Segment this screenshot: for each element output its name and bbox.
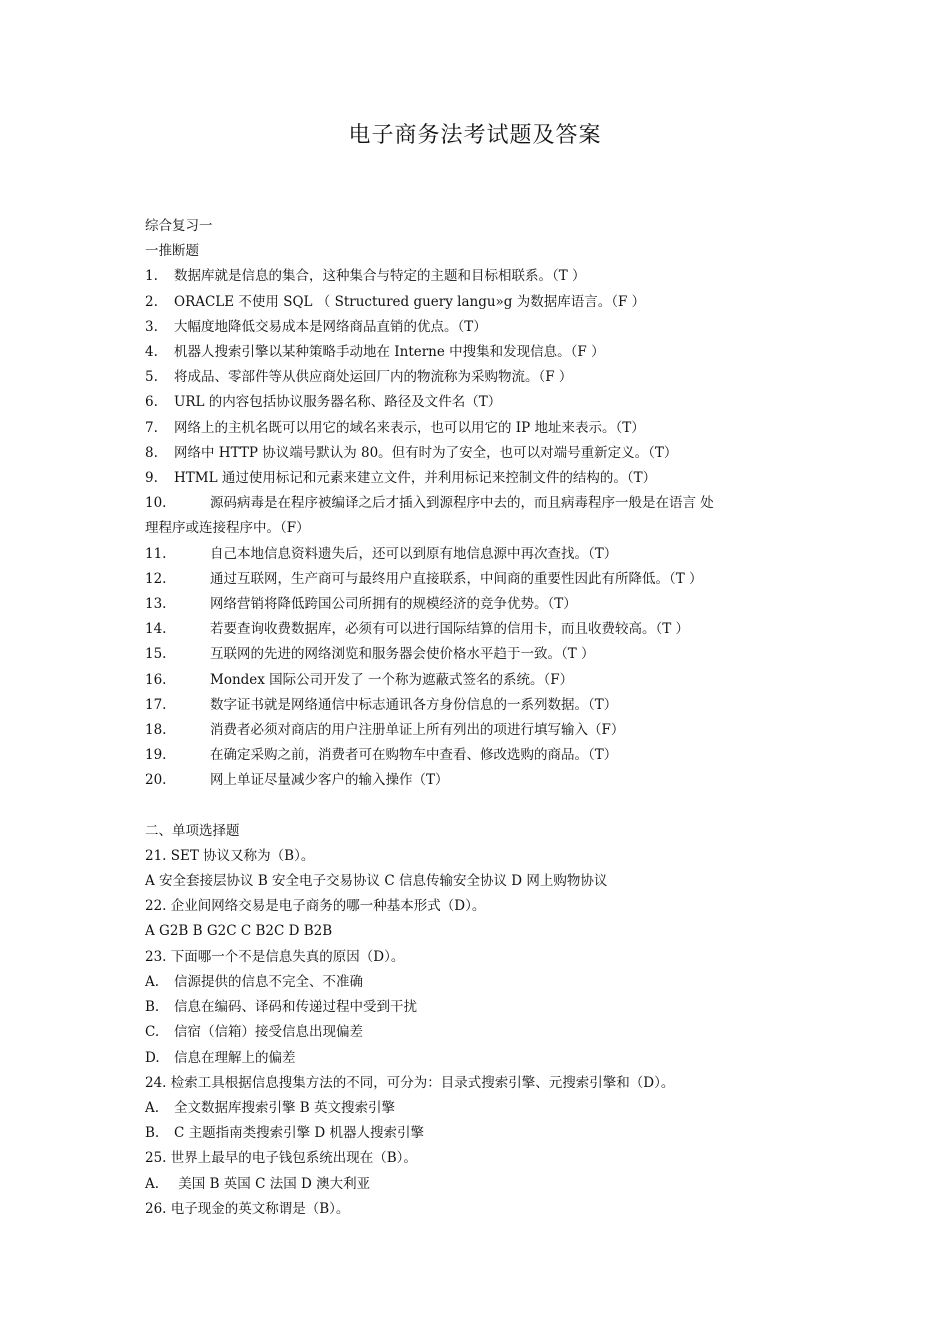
- item-text: 数字证书就是网络通信中标志通讯各方身份信息的一系列数据。（T）: [210, 696, 618, 713]
- list-item: [145, 365, 815, 390]
- list-item: [145, 919, 815, 944]
- section1-heading: 综合复习一: [145, 218, 213, 234]
- list-item: [145, 1020, 815, 1045]
- item-text: 自己本地信息资料遗失后，还可以到原有地信息源中再次查找。（T）: [210, 545, 618, 562]
- item-number: 20.: [145, 772, 167, 789]
- item-number: 11.: [145, 545, 167, 562]
- list-item: [145, 315, 815, 340]
- true-false-list: [145, 264, 815, 793]
- list-item: [145, 1121, 815, 1146]
- list-item: [145, 542, 815, 567]
- item-number: 18.: [145, 722, 167, 739]
- item-text: 网络营销将降低跨国公司所拥有的规模经济的竞争优势。（T）: [210, 596, 577, 613]
- item-text: 23. 下面哪一个不是信息失真的原因（D）。: [145, 948, 405, 965]
- item-number: 3.: [145, 318, 158, 335]
- item-text: 信息在编码、译码和传递过程中受到干扰: [174, 999, 417, 1016]
- item-number: 13.: [145, 596, 167, 613]
- item-text: ORACLE 不使用 SQL （ Structured guery langu»g 为数据库语言。（F ）: [174, 293, 646, 310]
- item-text: 网络中 HTTP 协议端号默认为 80。但有时为了安全，也可以对端号重新定义。（T）: [174, 444, 678, 461]
- list-item: [145, 416, 815, 441]
- list-item: [145, 1146, 815, 1171]
- item-text: 机器人搜索引擎以某种策略手动地在 Interne 中搜集和发现信息。（F ）: [174, 344, 605, 361]
- list-item: [145, 567, 815, 592]
- item-number: 19.: [145, 747, 167, 764]
- item-text: HTML 通过使用标记和元素来建立文件，并利用标记来控制文件的结构的。（T）: [174, 470, 657, 487]
- item-text: 26. 电子现金的英文称谓是（B）。: [145, 1200, 350, 1217]
- list-item: [145, 869, 815, 894]
- item-number: 10.: [145, 495, 167, 512]
- section2-heading: 二、单项选择题: [145, 822, 240, 839]
- item-number: 5.: [145, 369, 158, 386]
- item-text: URL 的内容包括协议服务器名称、路径及文件名（T）: [174, 394, 502, 411]
- list-item: [145, 1172, 815, 1197]
- item-text: 消费者必须对商店的用户注册单证上所有列出的项进行填写输入（F）: [210, 722, 625, 739]
- item-text: A G2B B G2C C B2C D B2B: [145, 923, 333, 940]
- item-text: 美国 B 英国 C 法国 D 澳大利亚: [174, 1175, 371, 1192]
- list-item: [145, 894, 815, 919]
- section-spacer: [145, 794, 815, 819]
- list-item: [145, 668, 815, 693]
- item-number: 7.: [145, 419, 158, 436]
- item-number: 1.: [145, 268, 158, 285]
- option-letter: D.: [145, 1049, 160, 1066]
- list-item: [145, 1046, 815, 1071]
- item-text: 信息在理解上的偏差: [174, 1049, 296, 1066]
- document-body: [145, 214, 815, 1222]
- list-item: [145, 1197, 815, 1222]
- item-text: 信宿（信箱）接受信息出现偏差: [174, 1024, 363, 1041]
- option-letter: A.: [145, 1175, 160, 1192]
- list-item: [145, 743, 815, 768]
- item-text: 网上单证尽量减少客户的输入操作（T）: [210, 772, 449, 789]
- list-item: [145, 466, 815, 491]
- item-text: 将成品、零部件等从供应商处运回厂内的物流称为采购物流。（F ）: [174, 369, 573, 386]
- list-item: [145, 592, 815, 617]
- item-text: 数据库就是信息的集合，这种集合与特定的主题和目标相联系。（T ）: [174, 268, 586, 285]
- list-item: [145, 1071, 815, 1096]
- item-text: 通过互联网，生产商可与最终用户直接联系，中间商的重要性因此有所降低。（T ）: [210, 570, 703, 587]
- item-text: 21. SET 协议又称为（B）。: [145, 847, 315, 864]
- list-item: [145, 970, 815, 995]
- item-text: 22. 企业间网络交易是电子商务的哪一种基本形式（D）。: [145, 898, 486, 915]
- item-text: 在确定采购之前，消费者可在购物车中查看、修改选购的商品。（T）: [210, 747, 618, 764]
- item-text: C 主题指南类搜索引擎 D 机器人搜索引擎: [174, 1125, 425, 1142]
- item-text: 若要查询收费数据库，必须有可以进行国际结算的信用卡，而且收费较高。（T ）: [210, 621, 690, 638]
- item-text: 信源提供的信息不完全、不准确: [174, 973, 363, 990]
- list-item: [145, 264, 815, 289]
- option-letter: A.: [145, 973, 160, 990]
- item-text: 源码病毒是在程序被编译之后才插入到源程序中去的，而且病毒程序一般是在语言 处: [210, 495, 714, 512]
- item-number: 15.: [145, 646, 167, 663]
- item-text: 25. 世界上最早的电子钱包系统出现在（B）。: [145, 1150, 417, 1167]
- item-text: Mondex 国际公司开发了 一个称为遮蔽式签名的系统。（F）: [210, 671, 574, 688]
- list-item: [145, 844, 815, 869]
- list-item: [145, 617, 815, 642]
- list-item: [145, 290, 815, 315]
- item-text: 互联网的先进的网络浏览和服务器会使价格水平趋于一致。（T ）: [210, 646, 595, 663]
- option-letter: B.: [145, 1125, 160, 1142]
- item-text: 大幅度地降低交易成本是网络商品直销的优点。（T）: [174, 318, 487, 335]
- list-item: [145, 390, 815, 415]
- list-item: [145, 945, 815, 970]
- item-number: 9.: [145, 470, 158, 487]
- list-item: [145, 491, 815, 516]
- list-item: [145, 340, 815, 365]
- list-item: [145, 768, 815, 793]
- item-number: 16.: [145, 671, 167, 688]
- option-letter: C.: [145, 1024, 160, 1041]
- item-number: 17.: [145, 696, 167, 713]
- item-text: A 安全套接层协议 B 安全电子交易协议 C 信息传输安全协议 D 网上购物协议: [145, 873, 608, 890]
- option-letter: B.: [145, 999, 160, 1016]
- document-title: 电子商务法考试题及答案: [348, 123, 602, 148]
- list-item: [145, 718, 815, 743]
- list-item: [145, 642, 815, 667]
- item-text: 24. 检索工具根据信息搜集方法的不同，可分为：目录式搜索引擎、元搜索引擎和（D）。: [145, 1074, 675, 1091]
- list-item: [145, 441, 815, 466]
- item-text: 网络上的主机名既可以用它的域名来表示，也可以用它的 IP 地址来表示。（T）: [174, 419, 645, 436]
- option-letter: A.: [145, 1099, 160, 1116]
- item-text: 全文数据库搜索引擎 B 英文搜索引擎: [174, 1099, 396, 1116]
- item-number: 4.: [145, 344, 158, 361]
- item-number: 12.: [145, 570, 167, 587]
- list-item: [145, 995, 815, 1020]
- item-number: 6.: [145, 394, 158, 411]
- multiple-choice-list: [145, 844, 815, 1222]
- item-number: 14.: [145, 621, 167, 638]
- list-item-continuation: 理程序或连接程序中。（F）: [145, 520, 310, 537]
- list-item: [145, 1096, 815, 1121]
- section1-subheading: 一推断题: [145, 243, 199, 260]
- list-item: [145, 693, 815, 718]
- item-number: 2.: [145, 293, 158, 310]
- item-number: 8.: [145, 444, 158, 461]
